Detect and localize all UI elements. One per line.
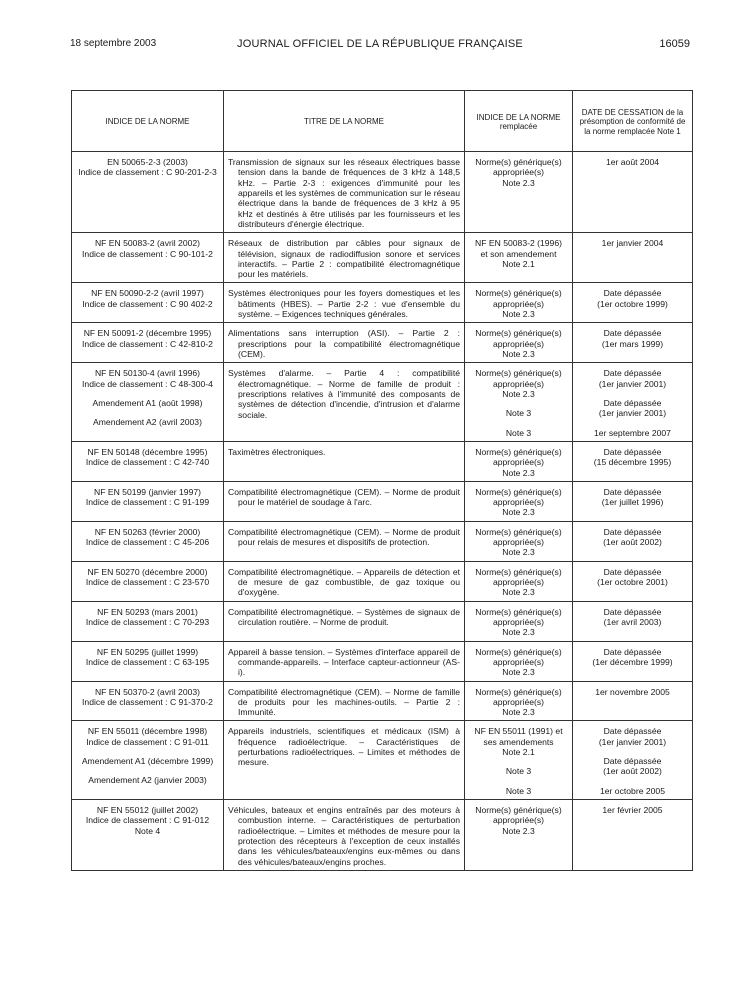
norm-title-cell [224,721,465,800]
norm-index-text: NF EN 50270 (décembre 2000) [87,566,208,577]
replaced-norm-text: appropriée(s) [492,577,545,587]
amendment-label: Amendement A2 (janvier 2003) [88,775,207,786]
replaced-norm-text: NF EN 50083-2 (1996) [475,238,562,249]
replaced-norm-text: Note 2.3 [502,667,535,678]
replaced-norm-cell [465,233,573,283]
replaced-norm-text: NF EN 55011 (1991) et [474,726,563,737]
cessation-date-cell [573,641,693,681]
norm-index-text: Indice de classement : C 91-199 [85,497,210,508]
norm-index-text: Note 4 [134,825,161,836]
norm-index-text: NF EN 50370-2 (avril 2003) [94,686,201,697]
amendment-label: Amendement A1 (août 1998) [92,397,203,408]
norm-title-text: Compatibilité électromagnétique (CEM). – Norme de famille de produits pour les machines-outils. – Partie 2 : Immunité. [228,686,460,718]
norm-title-text: Compatibilité électromagnétique. – Appareils de détection et de mesure de gaz combustible, de gaz toxique ou d'oxygène. [228,566,460,598]
spacer [469,399,568,408]
replaced-norm-text: Note 2.3 [502,547,535,558]
norm-index-text: Indice de classement : C 70-293 [85,616,210,627]
norm-title-text: Véhicules, bateaux et engins entraînés par des moteurs à combustion interne. – Caractéristiques de perturbation radioélectrique. – Limites et méthodes de mesure pour la protection des récepteurs à l'exception de ceux installés dans les véhicules/bateaux/engins eux-mêmes ou dans des véhicules/bateaux/engins proches. [228,805,460,867]
replaced-norm-text: Note 2.3 [502,177,535,188]
replaced-norm-text: Norme(s) générique(s) [475,368,562,379]
norm-title-cell [224,363,465,442]
replaced-norm-text: appropriée(s) [492,815,545,826]
norm-title-cell [224,641,465,681]
cessation-date-text: 1er février 2005 [602,805,663,815]
replaced-norm-text: appropriée(s) [492,298,545,309]
replaced-norm-text: Norme(s) générique(s) [475,686,562,697]
replaced-norm-text: Norme(s) générique(s) [475,566,562,577]
norm-title-cell [224,283,465,323]
cessation-date-text: Date dépassée [603,566,662,577]
spacer [469,419,568,428]
spacer [469,777,568,786]
cessation-date-text: 1er novembre 2005 [595,686,670,697]
cessation-date-cell [573,521,693,561]
table-body [72,152,693,871]
norm-index-text: NF EN 50090-2-2 (avril 1997) [91,288,204,299]
norm-title-text: Systèmes électroniques pour les foyers domestiques et les bâtiments (HBES). – Partie 2-2 : vue d'ensemble du système. – Exigences techniques générales. [228,288,460,320]
replaced-norm-text: appropriée(s) [492,696,545,707]
table-row [72,521,693,561]
amendment-date-text: 1er octobre 2005 [600,785,665,796]
norm-title-text: Appareil à basse tension. – Systèmes d'interface appareil de commande-appareils. – Interface capteur-actionneur (AS-i). [228,646,460,678]
table-row [72,152,693,233]
amendment-date-text: 1er septembre 2007 [594,427,671,438]
replaced-norm-text: appropriée(s) [492,378,545,389]
replaced-norm-text: Note 2.1 [502,258,535,269]
norm-index-cell [72,681,224,721]
spacer [76,389,219,398]
norm-index-text: NF EN 50263 (février 2000) [94,526,201,537]
cessation-date-text: (1er avril 2003) [603,616,662,627]
table-row [72,800,693,871]
norm-title-text: Taximètres électroniques. [228,446,326,457]
replaced-norm-cell [465,521,573,561]
norm-title-text: Transmission de signaux sur les réseaux électriques basse tension dans la bande de fréquences de 3 kHz à 148,5 kHz. – Partie 2-3 : exigences d'immunité pour les appareils et les systèmes de communication sur le réseau électrique dans la bande de fréquences de 3 kHz à 95 kHz et destinés à être utilisés par les fournisseurs et les distributeurs d'énergie électrique. [228,157,460,229]
cessation-date-text: Date dépassée [603,446,662,457]
norm-title-cell [224,323,465,363]
replaced-norm-text: Note 2.3 [502,388,535,399]
amendment-date-text: (1er janvier 2001) [598,408,667,419]
norm-index-text: Indice de classement : C 48-300-4 [82,378,213,389]
replaced-norm-text: Note 2.3 [502,309,535,320]
cessation-date-text: Date dépassée [603,606,662,617]
cessation-date-cell [573,681,693,721]
cessation-date-text: 1er août 2004 [605,157,660,167]
replaced-norm-cell [465,283,573,323]
norm-index-cell [72,561,224,601]
norm-title-text: Appareils industriels, scientifiques et médicaux (ISM) à fréquence radioélectrique. – Caractéristiques de perturbations radioélectriques. – Limites et méthodes de mesure. [228,726,460,768]
replaced-norm-cell [465,152,573,233]
amendment-replaced-text: Note 3 [505,427,532,438]
table-row [72,481,693,521]
cessation-date-text: Date dépassée [603,486,662,497]
amendment-label: Amendement A1 (décembre 1999) [81,756,214,767]
replaced-norm-text: Note 2.3 [502,587,535,598]
norm-index-text: Indice de classement : C 90-101-2 [82,248,213,259]
norm-index-cell [72,441,224,481]
norm-title-cell [224,441,465,481]
norm-index-cell [72,641,224,681]
spacer [577,389,688,398]
replaced-norm-cell [465,323,573,363]
table-row [72,283,693,323]
column-header-index: INDICE DE LA NORME [72,91,224,152]
replaced-norm-text: Norme(s) générique(s) [475,288,562,299]
norm-index-text: NF EN 55011 (décembre 1998) [87,726,208,737]
norm-index-text: NF EN 50293 (mars 2001) [97,606,198,617]
cessation-date-text: Date dépassée [603,328,662,339]
replaced-norm-cell [465,601,573,641]
amendment-date-text: Date dépassée [603,397,662,408]
replaced-norm-text: Norme(s) générique(s) [475,646,562,657]
replaced-norm-text: Note 2.3 [502,707,535,718]
amendment-label: Amendement A2 (avril 2003) [93,417,202,428]
table-row [72,323,693,363]
replaced-norm-text: appropriée(s) [492,616,545,627]
norm-index-cell [72,721,224,800]
replaced-norm-cell [465,800,573,871]
amendment-replaced-text: Note 3 [505,766,532,777]
cessation-date-text: (1er octobre 2001) [597,577,668,587]
replaced-norm-cell [465,481,573,521]
cessation-date-text: (1er juillet 1996) [601,497,664,508]
spacer [76,766,219,775]
cessation-date-cell [573,721,693,800]
cessation-date-text: (1er août 2002) [603,537,662,548]
replaced-norm-text: Note 2.1 [502,747,535,758]
cessation-date-text: (1er mars 1999) [601,338,664,349]
norm-title-cell [224,681,465,721]
norm-index-text: Indice de classement : C 90-201-2-3 [78,167,217,178]
norm-index-cell [72,601,224,641]
amendment-date-text: (1er août 2002) [603,766,662,777]
norm-title-text: Réseaux de distribution par câbles pour signaux de télévision, signaux de radiodiffusion sonore et services interactifs. – Partie 2 : compatibilité électromagnétique pour les matériels. [228,238,460,280]
norm-index-cell [72,521,224,561]
page-number: 16059 [659,38,690,50]
replaced-norm-text: appropriée(s) [492,338,545,349]
replaced-norm-text: Norme(s) générique(s) [475,606,562,617]
replaced-norm-text: et son amendement [480,248,557,259]
norm-index-text: NF EN 50199 (janvier 1997) [94,486,201,497]
replaced-norm-text: Note 2.3 [502,627,535,638]
table-row [72,363,693,442]
spacer [577,747,688,756]
norm-index-text: Indice de classement : C 63-195 [85,656,210,667]
cessation-date-cell [573,481,693,521]
norm-index-text: NF EN 50091-2 (décembre 1995) [83,328,212,339]
norm-title-text: Alimentations sans interruption (ASI). – Partie 2 : prescriptions pour la compatibilité électromagnétique (CEM). [228,328,460,359]
norm-index-text: EN 50065-2-3 (2003) [107,157,188,167]
norm-title-cell [224,233,465,283]
spacer [76,747,219,756]
amendment-date-text: Date dépassée [603,756,662,767]
norm-index-text: NF EN 50295 (juillet 1999) [96,646,199,657]
replaced-norm-cell [465,641,573,681]
spacer [469,757,568,766]
replaced-norm-text: Note 2.3 [502,825,535,836]
replaced-norm-cell [465,441,573,481]
norm-index-cell [72,283,224,323]
replaced-norm-text: appropriée(s) [492,457,545,468]
replaced-norm-text: Norme(s) générique(s) [475,446,562,457]
norm-index-text: NF EN 50130-4 (avril 1996) [94,368,201,379]
replaced-norm-text: Norme(s) générique(s) [475,526,562,537]
table-row [72,721,693,800]
norm-title-cell [224,481,465,521]
cessation-date-text: Date dépassée [603,526,662,537]
norm-index-cell [72,363,224,442]
replaced-norm-text: appropriée(s) [492,656,545,667]
norms-table [71,90,693,871]
cessation-date-text: (1er octobre 1999) [597,298,668,309]
cessation-date-cell [573,323,693,363]
replaced-norm-cell [465,721,573,800]
norm-index-text: Indice de classement : C 91-370-2 [82,696,213,707]
table-row [72,681,693,721]
norm-title-cell [224,521,465,561]
norm-index-text: Indice de classement : C 23-570 [85,577,210,587]
norm-index-cell [72,152,224,233]
norm-index-text: NF EN 50148 (décembre 1995) [87,446,208,457]
norm-title-cell [224,561,465,601]
amendment-replaced-text: Note 3 [505,408,532,419]
spacer [577,777,688,786]
table-row [72,601,693,641]
cessation-date-cell [573,561,693,601]
norm-index-text: Indice de classement : C 42-810-2 [82,338,213,349]
table-row [72,441,693,481]
norm-index-text: Indice de classement : C 90 402-2 [82,298,213,309]
replaced-norm-text: Norme(s) générique(s) [475,805,562,815]
replaced-norm-text: Norme(s) générique(s) [475,157,562,167]
norm-title-text: Compatibilité électromagnétique (CEM). – Norme de produit pour relais de mesures et dispositifs de protection. [228,526,460,548]
cessation-date-text: Date dépassée [603,368,662,379]
cessation-date-cell [573,363,693,442]
replaced-norm-text: appropriée(s) [492,537,545,548]
norm-index-cell [72,481,224,521]
norm-index-text: Indice de classement : C 42-740 [85,457,210,468]
cessation-date-text: (1er janvier 2001) [598,378,667,389]
norm-title-cell [224,601,465,641]
norm-index-text: Indice de classement : C 91-012 [85,815,210,826]
replaced-norm-cell [465,561,573,601]
amendment-replaced-text: Note 3 [505,785,532,796]
publication-date: 18 septembre 2003 [70,38,157,49]
replaced-norm-text: appropriée(s) [492,167,545,178]
column-header-date: DATE DE CESSATION de la présomption de conformité de la norme remplacée Note 1 [573,91,693,152]
replaced-norm-text: ses amendements [483,736,554,747]
norm-index-text: NF EN 55012 (juillet 2002) [96,805,199,815]
journal-title: JOURNAL OFFICIEL DE LA RÉPUBLIQUE FRANÇAISE [237,38,523,50]
cessation-date-text: 1er janvier 2004 [601,238,664,249]
replaced-norm-cell [465,681,573,721]
norm-index-cell [72,800,224,871]
cessation-date-text: (15 décembre 1995) [593,457,672,468]
replaced-norm-text: appropriée(s) [492,497,545,508]
spacer [577,419,688,428]
norm-title-text: Systèmes d'alarme. – Partie 4 : compatibilité électromagnétique. – Norme de famille de produit : prescriptions relatives à l'immunité des composants de systèmes de détection d'incendie, d'intrusion et d'alarme sociale. [228,368,460,420]
replaced-norm-cell [465,363,573,442]
cessation-date-text: (1er décembre 1999) [592,656,673,667]
cessation-date-cell [573,152,693,233]
cessation-date-cell [573,800,693,871]
cessation-date-text: Date dépassée [603,288,662,299]
norm-title-text: Compatibilité électromagnétique (CEM). – Norme de produit pour le matériel de soudage à l'arc. [228,486,460,508]
norm-index-cell [72,233,224,283]
cessation-date-cell [573,601,693,641]
replaced-norm-text: Norme(s) générique(s) [475,328,562,339]
cessation-date-text: Date dépassée [603,646,662,657]
norm-title-cell [224,152,465,233]
norm-index-text: NF EN 50083-2 (avril 2002) [94,238,201,249]
norm-index-text: Indice de classement : C 91-011 [86,736,209,747]
cessation-date-text: (1er janvier 2001) [598,736,667,747]
column-header-replaced: INDICE DE LA NORME remplacée [465,91,573,152]
table-row [72,641,693,681]
norm-index-text: Indice de classement : C 45-206 [85,537,210,548]
table-row [72,561,693,601]
replaced-norm-text: Note 2.3 [502,467,535,478]
replaced-norm-text: Norme(s) générique(s) [475,486,562,497]
replaced-norm-text: Note 2.3 [502,349,535,359]
cessation-date-text: Date dépassée [603,726,662,737]
table-row [72,233,693,283]
norm-index-cell [72,323,224,363]
column-header-title: TITRE DE LA NORME [224,91,465,152]
cessation-date-cell [573,441,693,481]
cessation-date-cell [573,233,693,283]
cessation-date-cell [573,283,693,323]
norm-title-cell [224,800,465,871]
page-header [70,38,690,54]
spacer [76,408,219,417]
norm-title-text: Compatibilité électromagnétique. – Systèmes de signaux de circulation routière. – Norme de produit. [228,606,460,627]
replaced-norm-text: Note 2.3 [502,507,535,518]
table-header-row [72,91,693,152]
